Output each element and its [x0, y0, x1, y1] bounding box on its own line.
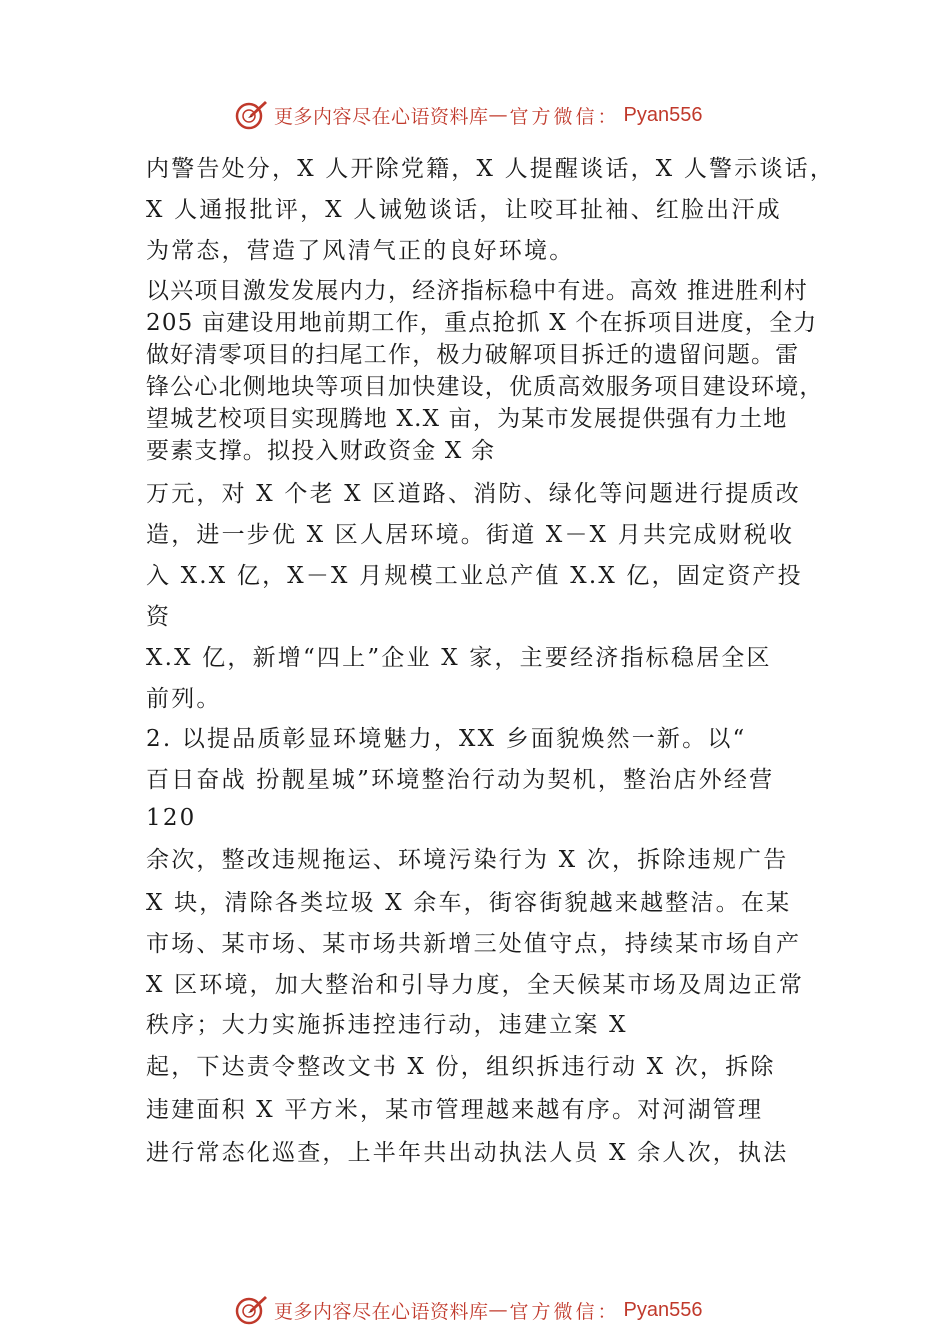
text-line: 205 亩建设用地前期工作，重点抢抓 X 个在拆项目进度，全力 [146, 310, 818, 336]
text-line: X 人通报批评，X 人诫勉谈话，让咬耳扯袖、红脸出汗成 [146, 197, 782, 223]
header-site-text: 更多内容尽在心语资料库 [274, 105, 489, 128]
text-line: 锋公心北侧地块等项目加快建设，优质高效服务项目建设环境， [146, 374, 824, 400]
text-line: X 区环境，加大整治和引导力度，全天候某市场及周边正常 [146, 972, 805, 998]
text-line: 以兴项目激发发展内力，经济指标稳中有进。高效 推进胜利村 [146, 278, 808, 304]
header-wechat-label: 官方微信： [509, 105, 620, 128]
pen-logo-icon [234, 1293, 268, 1327]
text-line: 内警告处分，X 人开除党籍，X 人提醒谈话，X 人警示谈话， [146, 156, 836, 182]
text-line: 百日奋战 扮靓星城”环境整治行动为契机，整治店外经营 [146, 767, 775, 793]
text-line: 资 [146, 604, 172, 630]
text-line: 秩序；大力实施拆违控违行动，违建立案 X [146, 1012, 628, 1038]
text-line: 做好清零项目的扫尾工作，极力破解项目拆迁的遗留问题。雷 [146, 342, 800, 368]
text-line: 违建面积 X 平方米，某市管理越来越有序。对河湖管理 [146, 1097, 764, 1123]
header-banner [234, 98, 703, 132]
text-line: 造，进一步优 X 区人居环境。街道 X－X 月共完成财税收 [146, 522, 795, 548]
footer-separator: — [488, 1299, 508, 1321]
text-line: 望城艺校项目实现腾地 X.X 亩，为某市发展提供强有力土地 [146, 406, 788, 432]
text-line: X.X 亿，新增“四上”企业 X 家，主要经济指标稳居全区 [146, 645, 772, 671]
footer-wechat-label: 官方微信： [509, 1300, 620, 1323]
text-line: 余次，整改违规拖运、环境污染行为 X 次，拆除违规广告 [146, 847, 789, 873]
footer-site-text: 更多内容尽在心语资料库 [274, 1300, 489, 1323]
text-line: 120 [146, 805, 197, 831]
footer-banner [234, 1293, 703, 1327]
header-wechat-id: Pyan556 [623, 103, 703, 126]
text-line: 市场、某市场、某市场共新增三处值守点，持续某市场自产 [146, 931, 802, 957]
text-line: 为常态，营造了风清气正的良好环境。 [146, 238, 575, 264]
text-line: 前列。 [146, 686, 222, 712]
text-line: 2. 以提品质彰显环境魅力，XX 乡面貌焕然一新。以“ [146, 726, 747, 752]
header-separator: — [488, 104, 508, 126]
text-line: 要素支撑。拟投入财政资金 X 余 [146, 438, 496, 464]
text-line: 万元，对 X 个老 X 区道路、消防、绿化等问题进行提质改 [146, 481, 801, 507]
pen-logo-icon [234, 98, 268, 132]
text-line: 入 X.X 亿，X－X 月规模工业总产值 X.X 亿，固定资产投 [146, 563, 803, 589]
text-line: X 块，清除各类垃圾 X 余车，街容街貌越来越整洁。在某 [146, 890, 792, 916]
footer-wechat-id: Pyan556 [623, 1298, 703, 1321]
text-line: 起，下达责令整改文书 X 份，组织拆违行动 X 次，拆除 [146, 1054, 776, 1080]
text-line: 进行常态化巡查，上半年共出动执法人员 X 余人次，执法 [146, 1140, 789, 1166]
